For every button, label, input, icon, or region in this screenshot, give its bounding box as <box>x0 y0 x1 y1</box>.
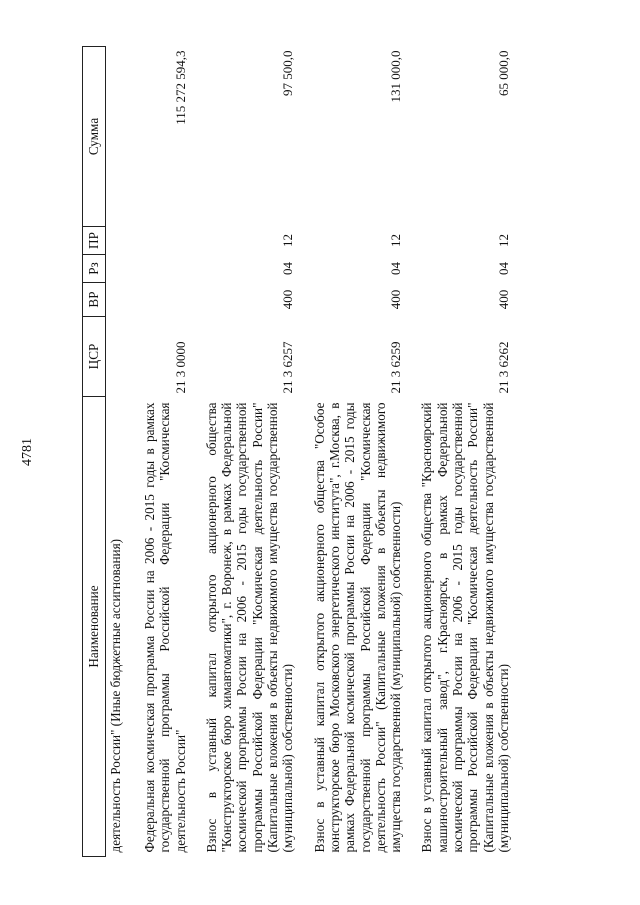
row-name: Взнос в уставный капитал открытого акционерного общества "Красноярский машиностроительный завод", г.Красноярск, в рамках Федеральной космической программы России на 2006 - 2015 годы государственной программы Российской Федерации "Космическая деятельность России" (Капитальные вложения в объекты недвижимого имущества государственной (муниципальной) собственности) <box>419 402 511 853</box>
row-sum: 65 000,0 <box>495 50 511 96</box>
row-pr <box>140 227 188 255</box>
row-csr: 21 3 0000 <box>172 341 188 394</box>
table-header-row <box>83 47 106 857</box>
row-pr: 12 <box>280 234 296 247</box>
row-vr: 400 <box>280 289 296 310</box>
row-sum: 97 500,0 <box>280 50 296 96</box>
row-name: Взнос в уставный капитал открытого акционерного общества "Особое конструкторское бюро Московского энергетического института", г.Москва, в рамках Федеральной космической программы России на 2006 - 2015 годы государственной программы Российской Федерации "Космическая деятельность России" (Капитальные вложения в объекты недвижимого имущества государственной (муниципальной) собственности) <box>311 402 404 853</box>
header-name: Наименование <box>83 397 106 857</box>
budget-table <box>82 46 511 857</box>
row-vr: 400 <box>388 289 404 310</box>
row-pr: 12 <box>388 234 404 247</box>
header-vr: ВР <box>83 283 106 317</box>
row-vr: 400 <box>495 289 511 310</box>
row-pr: 12 <box>495 234 511 247</box>
row-sum: 115 272 594,3 <box>172 50 188 125</box>
row-csr: 21 3 6262 <box>495 341 511 394</box>
row-rz: 04 <box>495 262 511 275</box>
budget-table-rotated <box>82 47 614 857</box>
row-csr: 21 3 6259 <box>388 341 404 394</box>
table-row <box>417 47 511 857</box>
table-row <box>140 47 188 857</box>
row-csr: 21 3 6257 <box>280 341 296 394</box>
row-name: Федеральная космическая программа России на 2006 - 2015 годы в рамках государственной программы Российской Федерации "Космическая деятельность России" <box>142 402 188 853</box>
header-rz: Рз <box>83 255 106 283</box>
row-rz: 04 <box>280 262 296 275</box>
row-vr <box>140 283 188 317</box>
continuation-row <box>106 47 127 857</box>
row-rz: 04 <box>388 262 404 275</box>
table-row <box>310 47 404 857</box>
table-row <box>202 47 296 857</box>
header-csr: ЦСР <box>83 317 106 397</box>
row-name: Взнос в уставный капитал открытого акционерного общества "Конструкторское бюро химавтоматики", г. Воронеж, в рамках Федеральной космической программы России на 2006 - 2015 годы государственной программы Российской Федерации "Космическая деятельность России" (Капитальные вложения в объекты недвижимого имущества государственной (муниципальной) собственности) <box>203 402 296 853</box>
continuation-text: деятельность России" (Иные бюджетные ассигнования) <box>108 538 123 853</box>
page-number: 4781 <box>20 438 35 466</box>
row-rz <box>140 255 188 283</box>
row-sum: 131 000,0 <box>388 50 404 103</box>
header-pr: ПР <box>83 227 106 255</box>
header-sum: Сумма <box>83 47 106 227</box>
